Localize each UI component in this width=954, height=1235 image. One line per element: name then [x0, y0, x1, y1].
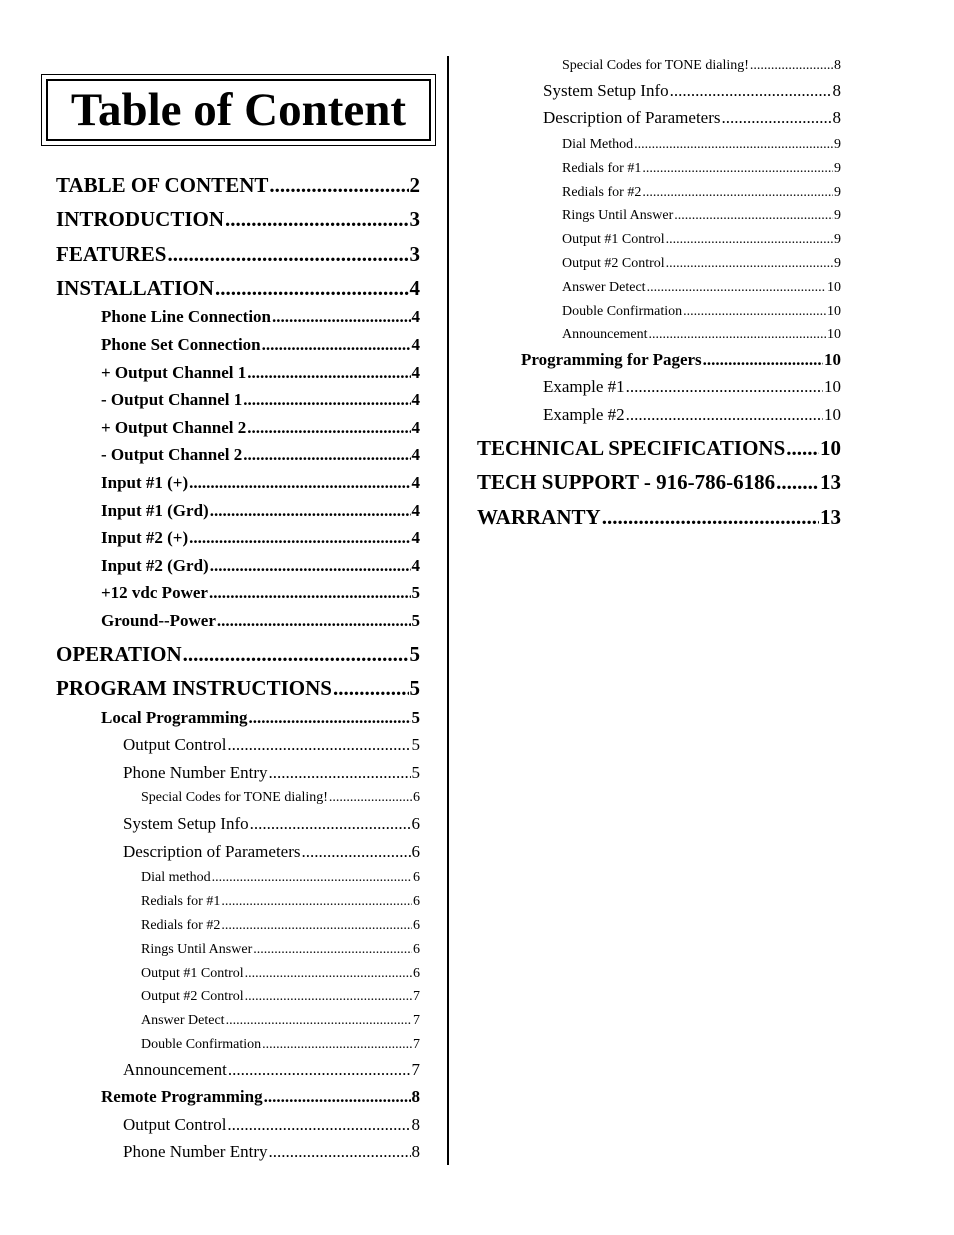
toc-entry[interactable] [56, 676, 420, 702]
toc-entry[interactable] [477, 470, 841, 496]
toc-entry[interactable] [101, 556, 420, 578]
toc-entry-label: Ground--Power [101, 611, 216, 630]
toc-entry-page: 8 [411, 1087, 420, 1106]
toc-entry-page: 4 [411, 528, 420, 547]
toc-entry-label: Announcement [562, 327, 648, 342]
toc-entry[interactable] [123, 1142, 420, 1164]
dot-leader [209, 583, 411, 603]
toc-entry-label: TECH SUPPORT - 916-786-6186 [477, 470, 776, 494]
dot-leader [670, 81, 832, 101]
toc-entry[interactable] [543, 377, 841, 399]
dot-leader [683, 304, 826, 320]
toc-entry-label: Output #1 Control [141, 966, 244, 981]
toc-entry-page: 10 [827, 280, 841, 295]
toc-entry-page: 2 [409, 173, 420, 197]
toc-entry-label: INTRODUCTION [56, 207, 225, 231]
toc-entry-label: - Output Channel 2 [101, 445, 243, 464]
dot-leader [221, 918, 412, 934]
dot-leader [626, 377, 823, 397]
dot-leader [269, 173, 408, 198]
dot-leader [189, 528, 410, 548]
toc-entry-label: Dial method [141, 870, 211, 885]
toc-entry-page: 4 [411, 390, 420, 409]
toc-entry[interactable] [141, 918, 420, 936]
toc-entry[interactable] [562, 232, 841, 250]
toc-entry-page: 3 [409, 242, 420, 266]
toc-entry[interactable] [562, 208, 841, 226]
toc-entry[interactable] [56, 276, 420, 302]
dot-leader [243, 445, 410, 465]
toc-entry-page: 7 [413, 989, 420, 1004]
toc-entry-label: Programming for Pagers [521, 350, 702, 369]
toc-entry[interactable] [141, 894, 420, 912]
toc-entry[interactable] [123, 763, 420, 785]
title-box [41, 74, 436, 146]
toc-entry-page: 4 [411, 445, 420, 464]
toc-entry-label: +12 vdc Power [101, 583, 208, 602]
toc-entry[interactable] [562, 137, 841, 155]
toc-entry-page: 13 [820, 470, 841, 494]
toc-entry-label: Rings Until Answer [562, 208, 674, 223]
toc-entry-label: Announcement [123, 1060, 227, 1079]
toc-entry-label: Rings Until Answer [141, 942, 253, 957]
toc-entry[interactable] [101, 307, 420, 329]
dot-leader [666, 232, 833, 248]
toc-entry-label: OPERATION [56, 642, 182, 666]
toc-entry[interactable] [56, 642, 420, 668]
toc-entry-page: 10 [827, 304, 841, 319]
dot-leader [626, 405, 823, 425]
toc-entry-page: 4 [411, 335, 420, 354]
toc-entry-page: 5 [409, 676, 420, 700]
toc-entry-page: 8 [832, 108, 841, 127]
dot-leader [666, 256, 833, 272]
dot-leader [272, 307, 410, 327]
toc-entry-label: Remote Programming [101, 1087, 263, 1106]
toc-entry-label: Output Control [123, 1115, 227, 1134]
dot-leader [634, 137, 833, 153]
toc-entry-page: 9 [834, 232, 841, 247]
toc-entry[interactable] [101, 390, 420, 412]
toc-entry-page: 7 [413, 1013, 420, 1028]
dot-leader [253, 942, 412, 958]
toc-entry-label: Special Codes for TONE dialing! [562, 58, 749, 73]
toc-entry-label: Example #2 [543, 405, 625, 424]
dot-leader [750, 58, 833, 74]
dot-leader [262, 1037, 412, 1053]
dot-leader [268, 763, 410, 783]
dot-leader [217, 611, 411, 631]
toc-entry[interactable] [123, 735, 420, 757]
toc-entry-label: TABLE OF CONTENT [56, 173, 269, 197]
dot-leader [210, 556, 411, 576]
toc-entry[interactable] [56, 242, 420, 268]
toc-entry[interactable] [101, 418, 420, 440]
toc-entry-page: 6 [413, 918, 420, 933]
toc-entry[interactable] [141, 1037, 420, 1055]
dot-leader [183, 642, 409, 667]
toc-entry-label: Redials for #1 [562, 161, 642, 176]
toc-entry[interactable] [543, 405, 841, 427]
page-title: Table of Content [70, 83, 407, 136]
toc-entry-page: 4 [411, 307, 420, 326]
toc-entry[interactable] [101, 501, 420, 523]
toc-entry-page: 10 [827, 327, 841, 342]
dot-leader [210, 501, 411, 521]
toc-entry-label: TECHNICAL SPECIFICATIONS [477, 436, 786, 460]
toc-entry-page: 8 [411, 1115, 420, 1134]
dot-leader [221, 894, 412, 910]
toc-entry-page: 10 [824, 350, 841, 369]
toc-entry[interactable] [477, 505, 841, 531]
toc-entry-label: Answer Detect [141, 1013, 225, 1028]
toc-entry-label: Phone Number Entry [123, 1142, 268, 1161]
toc-entry-page: 6 [411, 842, 420, 861]
toc-entry-label: Phone Number Entry [123, 763, 268, 782]
toc-entry-page: 7 [411, 1060, 420, 1079]
dot-leader [167, 242, 408, 267]
toc-entry-label: + Output Channel 2 [101, 418, 247, 437]
dot-leader [212, 870, 412, 886]
dot-leader [333, 676, 409, 701]
dot-leader [250, 814, 411, 834]
dot-leader [642, 185, 833, 201]
toc-entry-page: 3 [409, 207, 420, 231]
toc-entry-label: INSTALLATION [56, 276, 214, 300]
toc-entry-label: - Output Channel 1 [101, 390, 243, 409]
toc-entry-page: 4 [411, 473, 420, 492]
toc-entry-page: 8 [834, 58, 841, 73]
toc-entry[interactable] [477, 436, 841, 462]
dot-leader [227, 1115, 410, 1135]
toc-entry-label: Output Control [123, 735, 227, 754]
dot-leader [602, 505, 819, 530]
toc-entry[interactable] [562, 280, 841, 298]
toc-entry[interactable] [101, 363, 420, 385]
toc-entry-label: PROGRAM INSTRUCTIONS [56, 676, 332, 700]
toc-entry[interactable] [562, 304, 841, 322]
dot-leader [215, 276, 409, 301]
dot-leader [225, 207, 408, 232]
toc-entry[interactable] [141, 966, 420, 984]
toc-entry[interactable] [101, 335, 420, 357]
toc-entry-label: Double Confirmation [141, 1037, 262, 1052]
toc-entry-label: Input #2 (+) [101, 528, 189, 547]
toc-entry-label: Description of Parameters [123, 842, 301, 861]
toc-entry[interactable] [562, 161, 841, 179]
toc-entry-label: Output #2 Control [562, 256, 665, 271]
toc-entry-page: 4 [409, 276, 420, 300]
dot-leader [703, 350, 823, 370]
toc-entry-label: FEATURES [56, 242, 167, 266]
dot-leader [776, 470, 819, 495]
toc-entry[interactable] [141, 870, 420, 888]
toc-entry-page: 5 [411, 735, 420, 754]
toc-entry-label: + Output Channel 1 [101, 363, 247, 382]
toc-entry-page: 5 [411, 583, 420, 602]
toc-entry-label: Redials for #2 [141, 918, 221, 933]
toc-entry[interactable] [543, 81, 841, 103]
toc-entry-page: 4 [411, 501, 420, 520]
dot-leader [674, 208, 833, 224]
toc-entry[interactable] [141, 942, 420, 960]
toc-entry[interactable] [562, 256, 841, 274]
toc-entry-page: 6 [413, 790, 420, 805]
dot-leader [722, 108, 832, 128]
dot-leader [245, 966, 412, 982]
toc-entry-label: System Setup Info [123, 814, 249, 833]
toc-entry[interactable] [123, 1115, 420, 1137]
toc-entry-label: Input #1 (Grd) [101, 501, 209, 520]
toc-entry[interactable] [123, 842, 420, 864]
toc-entry-page: 5 [411, 763, 420, 782]
toc-entry-page: 4 [411, 363, 420, 382]
toc-entry-page: 10 [820, 436, 841, 460]
toc-entry-label: Phone Line Connection [101, 307, 272, 326]
toc-entry[interactable] [56, 207, 420, 233]
toc-entry[interactable] [101, 611, 420, 633]
toc-entry-page: 6 [413, 870, 420, 885]
dot-leader [247, 363, 410, 383]
toc-entry[interactable] [101, 708, 420, 730]
toc-entry-page: 4 [411, 418, 420, 437]
toc-entry-page: 9 [834, 185, 841, 200]
toc-entry[interactable] [101, 1087, 420, 1109]
toc-entry-page: 8 [832, 81, 841, 100]
dot-leader [228, 1060, 411, 1080]
toc-entry[interactable] [141, 790, 420, 808]
toc-entry-label: Phone Set Connection [101, 335, 261, 354]
toc-entry-label: Output #1 Control [562, 232, 665, 247]
toc-entry[interactable] [123, 1060, 420, 1082]
toc-entry-page: 4 [411, 556, 420, 575]
toc-entry-page: 6 [411, 814, 420, 833]
toc-entry-label: Input #2 (Grd) [101, 556, 209, 575]
toc-entry[interactable] [543, 108, 841, 130]
toc-entry-label: Local Programming [101, 708, 248, 727]
toc-entry-label: Dial Method [562, 137, 634, 152]
toc-entry[interactable] [141, 989, 420, 1007]
toc-entry-page: 9 [834, 256, 841, 271]
toc-entry-page: 9 [834, 137, 841, 152]
dot-leader [249, 708, 411, 728]
toc-entry-label: Special Codes for TONE dialing! [141, 790, 328, 805]
dot-leader [243, 390, 410, 410]
toc-entry-page: 10 [824, 405, 841, 424]
toc-entry-page: 6 [413, 894, 420, 909]
dot-leader [264, 1087, 411, 1107]
dot-leader [642, 161, 833, 177]
dot-leader [268, 1142, 410, 1162]
dot-leader [262, 335, 411, 355]
toc-entry[interactable] [562, 185, 841, 203]
toc-entry[interactable] [562, 58, 841, 76]
dot-leader [329, 790, 412, 806]
toc-entry[interactable] [56, 173, 420, 199]
toc-entry-page: 6 [413, 966, 420, 981]
toc-entry[interactable] [101, 473, 420, 495]
toc-entry-page: 7 [413, 1037, 420, 1052]
toc-entry-label: Input #1 (+) [101, 473, 189, 492]
toc-entry-label: WARRANTY [477, 505, 601, 529]
toc-entry[interactable] [521, 350, 841, 372]
toc-entry-label: System Setup Info [543, 81, 669, 100]
toc-entry-page: 5 [411, 611, 420, 630]
toc-entry[interactable] [562, 327, 841, 345]
dot-leader [649, 327, 826, 343]
toc-entry-page: 13 [820, 505, 841, 529]
dot-leader [226, 1013, 412, 1029]
dot-leader [189, 473, 410, 493]
toc-entry-page: 8 [411, 1142, 420, 1161]
toc-entry[interactable] [101, 583, 420, 605]
toc-entry[interactable] [101, 445, 420, 467]
toc-entry-label: Answer Detect [562, 280, 646, 295]
toc-entry-page: 6 [413, 942, 420, 957]
toc-entry-page: 9 [834, 161, 841, 176]
dot-leader [786, 436, 819, 461]
toc-entry-label: Description of Parameters [543, 108, 721, 127]
column-divider [447, 56, 449, 1165]
toc-entry-label: Double Confirmation [562, 304, 683, 319]
toc-entry[interactable] [123, 814, 420, 836]
toc-entry-label: Output #2 Control [141, 989, 244, 1004]
dot-leader [227, 735, 410, 755]
dot-leader [302, 842, 411, 862]
toc-entry[interactable] [101, 528, 420, 550]
toc-entry-page: 10 [824, 377, 841, 396]
title-frame [46, 79, 431, 141]
toc-entry-page: 5 [409, 642, 420, 666]
dot-leader [647, 280, 826, 296]
toc-entry[interactable] [141, 1013, 420, 1031]
toc-entry-page: 5 [411, 708, 420, 727]
toc-entry-page: 9 [834, 208, 841, 223]
dot-leader [245, 989, 412, 1005]
toc-entry-label: Redials for #1 [141, 894, 221, 909]
toc-entry-label: Example #1 [543, 377, 625, 396]
toc-entry-label: Redials for #2 [562, 185, 642, 200]
dot-leader [247, 418, 410, 438]
